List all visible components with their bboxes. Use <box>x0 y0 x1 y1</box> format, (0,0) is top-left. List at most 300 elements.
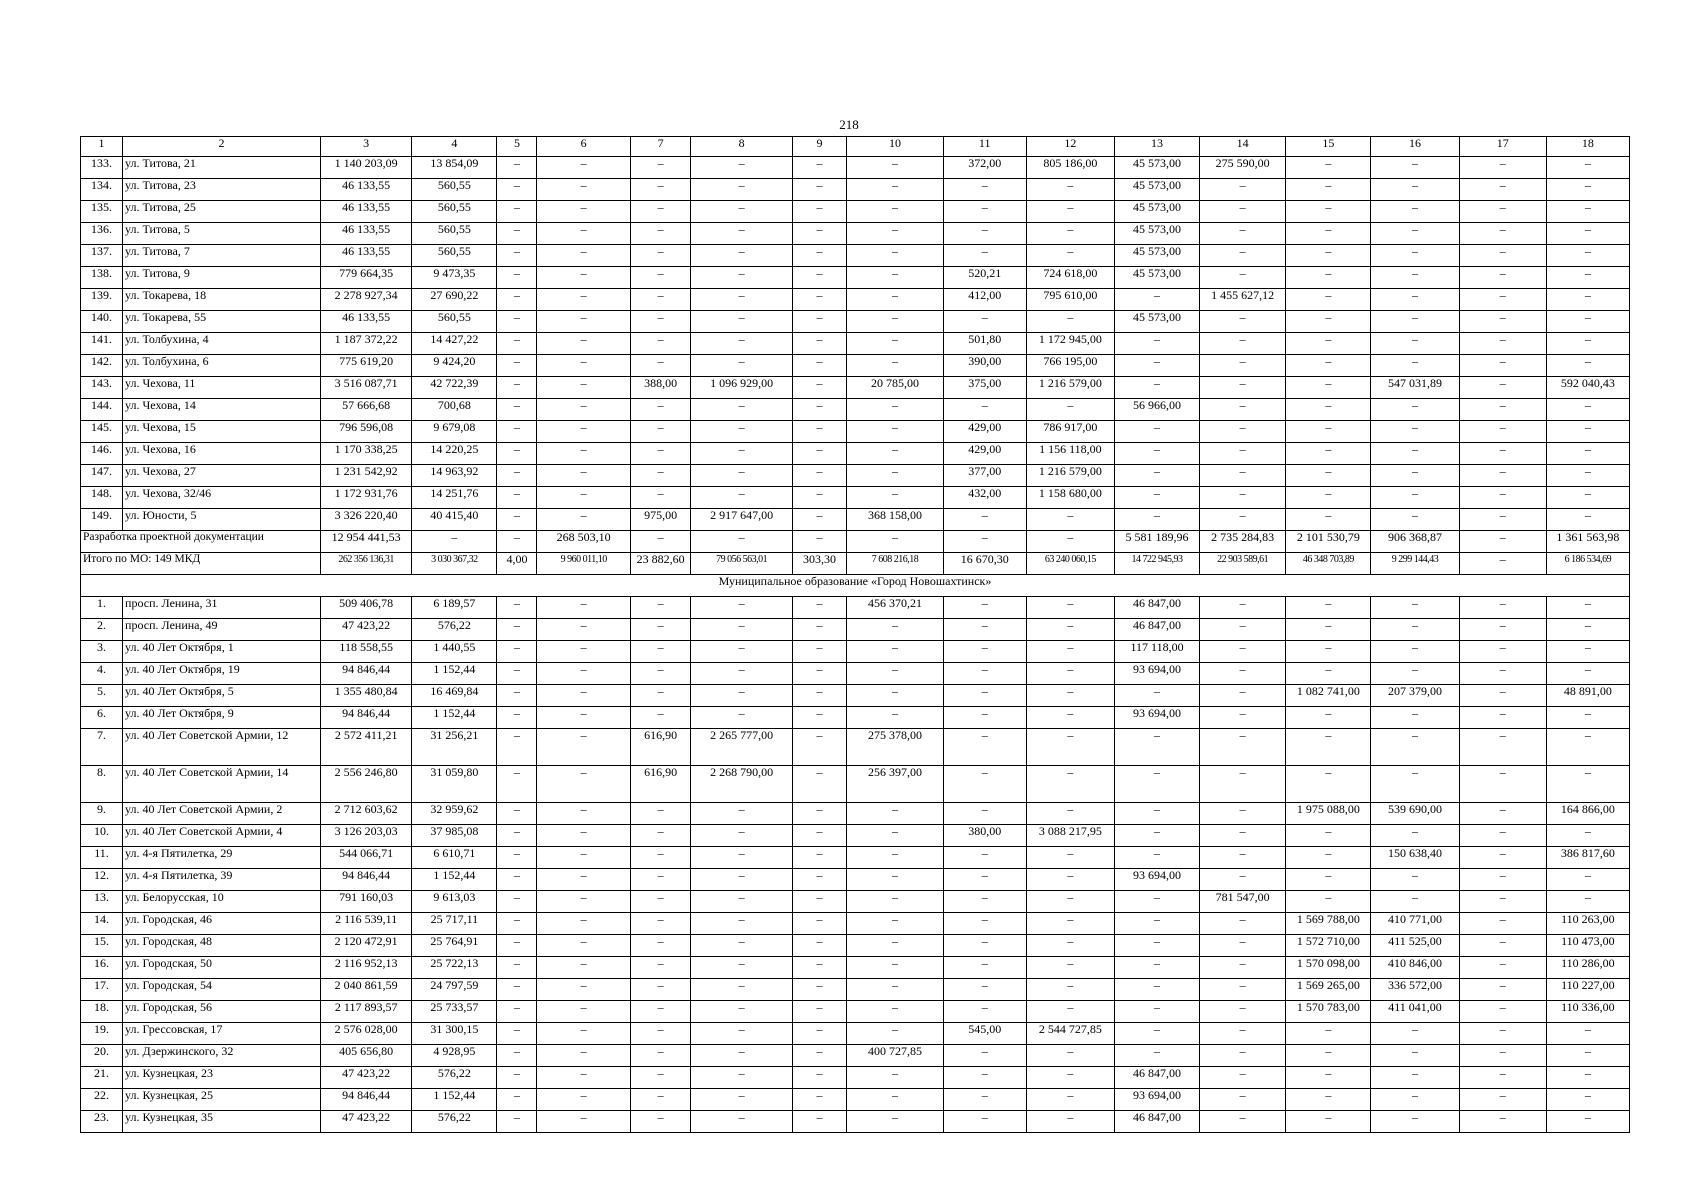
value-cell: 2 116 539,11 <box>321 913 412 935</box>
address-cell: ул. Чехова, 32/46 <box>123 487 321 509</box>
value-cell: – <box>1459 267 1546 289</box>
value-cell: – <box>1200 399 1286 421</box>
value-cell: – <box>1286 597 1371 619</box>
address-cell: ул. Чехова, 14 <box>123 399 321 421</box>
value-cell: – <box>630 1067 691 1089</box>
value-cell: 400 727,85 <box>847 1045 943 1067</box>
value-cell: – <box>691 179 793 201</box>
value-cell: – <box>1200 766 1286 803</box>
value-cell: – <box>691 443 793 465</box>
value-cell: – <box>792 531 846 553</box>
value-cell: 336 572,00 <box>1371 979 1459 1001</box>
row-number-cell: 6. <box>81 707 123 729</box>
value-cell: 781 547,00 <box>1200 891 1286 913</box>
value-cell: – <box>537 157 630 179</box>
value-cell: – <box>943 707 1026 729</box>
value-cell: 46 847,00 <box>1114 1067 1199 1089</box>
value-cell: – <box>1026 179 1114 201</box>
row-number-cell: 14. <box>81 913 123 935</box>
value-cell: – <box>497 289 537 311</box>
value-cell: – <box>497 707 537 729</box>
value-cell: – <box>1546 443 1629 465</box>
row-number-cell: 149. <box>81 509 123 531</box>
value-cell: – <box>1286 223 1371 245</box>
column-number-cell: 11 <box>943 137 1026 157</box>
value-cell: – <box>1286 311 1371 333</box>
value-cell: 13 854,09 <box>412 157 497 179</box>
value-cell: – <box>497 267 537 289</box>
value-cell: 6 610,71 <box>412 847 497 869</box>
value-cell: – <box>1200 979 1286 1001</box>
value-cell: 592 040,43 <box>1546 377 1629 399</box>
value-cell: 1 355 480,84 <box>321 685 412 707</box>
value-cell: 14 220,25 <box>412 443 497 465</box>
value-cell: 2 572 411,21 <box>321 729 412 766</box>
value-cell: – <box>1200 803 1286 825</box>
value-cell: 547 031,89 <box>1371 377 1459 399</box>
value-cell: – <box>1371 245 1459 267</box>
value-cell: – <box>1371 355 1459 377</box>
address-cell: ул. Городская, 46 <box>123 913 321 935</box>
value-cell: – <box>630 707 691 729</box>
value-cell: – <box>792 223 846 245</box>
value-cell: 14 963,92 <box>412 465 497 487</box>
value-cell: 16 469,84 <box>412 685 497 707</box>
value-cell: 42 722,39 <box>412 377 497 399</box>
address-cell: ул. Юности, 5 <box>123 509 321 531</box>
value-cell: – <box>1026 1111 1114 1133</box>
value-cell: 2 117 893,57 <box>321 1001 412 1023</box>
value-cell: 94 846,44 <box>321 869 412 891</box>
table-row <box>81 1023 1630 1045</box>
address-cell: ул. 40 Лет Советской Армии, 4 <box>123 825 321 847</box>
value-cell: – <box>1200 421 1286 443</box>
value-cell: 25 722,13 <box>412 957 497 979</box>
table-row <box>81 707 1630 729</box>
value-cell: 1 975 088,00 <box>1286 803 1371 825</box>
value-cell: – <box>847 245 943 267</box>
value-cell: – <box>943 1067 1026 1089</box>
column-number-cell: 6 <box>537 137 630 157</box>
value-cell: – <box>691 201 793 223</box>
value-cell: – <box>1371 267 1459 289</box>
value-cell: 805 186,00 <box>1026 157 1114 179</box>
value-cell: – <box>1026 509 1114 531</box>
value-cell: – <box>630 201 691 223</box>
table-row <box>81 179 1630 201</box>
value-cell: – <box>691 935 793 957</box>
row-number-cell: 135. <box>81 201 123 223</box>
value-cell: – <box>1371 1111 1459 1133</box>
value-cell: 2 544 727,85 <box>1026 1023 1114 1045</box>
value-cell: – <box>497 201 537 223</box>
value-cell: – <box>630 487 691 509</box>
table-row <box>81 355 1630 377</box>
value-cell: 5 581 189,96 <box>1114 531 1199 553</box>
value-cell: 539 690,00 <box>1371 803 1459 825</box>
value-cell: – <box>1546 399 1629 421</box>
value-cell: 32 959,62 <box>412 803 497 825</box>
value-cell: 377,00 <box>943 465 1026 487</box>
address-cell: ул. Титова, 25 <box>123 201 321 223</box>
value-cell: 2 278 927,34 <box>321 289 412 311</box>
design-docs-row <box>81 531 1630 553</box>
value-cell: – <box>1114 913 1199 935</box>
value-cell: – <box>1200 707 1286 729</box>
value-cell: – <box>1371 825 1459 847</box>
value-cell: – <box>943 1045 1026 1067</box>
value-cell: – <box>1459 157 1546 179</box>
address-cell: просп. Ленина, 49 <box>123 619 321 641</box>
value-cell: – <box>691 355 793 377</box>
value-cell: – <box>497 847 537 869</box>
value-cell: – <box>1459 1067 1546 1089</box>
value-cell: – <box>1546 487 1629 509</box>
value-cell: – <box>847 663 943 685</box>
value-cell: 1 440,55 <box>412 641 497 663</box>
value-cell: – <box>1200 1111 1286 1133</box>
address-cell: ул. 40 Лет Советской Армии, 14 <box>123 766 321 803</box>
table-row <box>81 1067 1630 1089</box>
value-cell: – <box>1200 443 1286 465</box>
value-cell: 23 882,60 <box>630 553 691 575</box>
column-number-cell: 1 <box>81 137 123 157</box>
row-number-cell: 11. <box>81 847 123 869</box>
value-cell: – <box>1459 465 1546 487</box>
value-cell: 110 473,00 <box>1546 935 1629 957</box>
value-cell: 2 040 861,59 <box>321 979 412 1001</box>
value-cell: – <box>1371 311 1459 333</box>
value-cell: – <box>1546 311 1629 333</box>
row-number-cell: 1. <box>81 597 123 619</box>
value-cell: – <box>1286 1111 1371 1133</box>
address-cell: ул. Толбухина, 4 <box>123 333 321 355</box>
value-cell: – <box>847 707 943 729</box>
value-cell: – <box>537 443 630 465</box>
value-cell: 45 573,00 <box>1114 157 1199 179</box>
value-cell: – <box>537 201 630 223</box>
value-cell: – <box>630 641 691 663</box>
value-cell: – <box>497 685 537 707</box>
value-cell: 110 336,00 <box>1546 1001 1629 1023</box>
column-number-cell: 15 <box>1286 137 1371 157</box>
value-cell: – <box>1200 311 1286 333</box>
value-cell: – <box>1026 1067 1114 1089</box>
value-cell: – <box>792 685 846 707</box>
value-cell: – <box>792 935 846 957</box>
value-cell: – <box>497 1001 537 1023</box>
value-cell: 2 712 603,62 <box>321 803 412 825</box>
value-cell: – <box>1114 289 1199 311</box>
address-cell: просп. Ленина, 31 <box>123 597 321 619</box>
value-cell: – <box>1371 1023 1459 1045</box>
value-cell: – <box>1371 663 1459 685</box>
value-cell: – <box>847 1111 943 1133</box>
value-cell: – <box>1286 891 1371 913</box>
address-cell: ул. Титова, 7 <box>123 245 321 267</box>
value-cell: 9 960 011,10 <box>537 553 630 575</box>
value-cell: – <box>943 311 1026 333</box>
value-cell: – <box>1546 421 1629 443</box>
value-cell: – <box>1459 333 1546 355</box>
value-cell: – <box>792 847 846 869</box>
value-cell: – <box>1114 509 1199 531</box>
value-cell: – <box>1200 685 1286 707</box>
value-cell: – <box>537 1001 630 1023</box>
column-number-cell: 17 <box>1459 137 1546 157</box>
value-cell: – <box>691 267 793 289</box>
table-row <box>81 685 1630 707</box>
value-cell: – <box>1114 803 1199 825</box>
value-cell: 45 573,00 <box>1114 311 1199 333</box>
value-cell: 386 817,60 <box>1546 847 1629 869</box>
value-cell: – <box>497 487 537 509</box>
value-cell: 46 847,00 <box>1114 1111 1199 1133</box>
value-cell: – <box>691 1023 793 1045</box>
value-cell: – <box>497 825 537 847</box>
table-row <box>81 803 1630 825</box>
value-cell: – <box>537 333 630 355</box>
value-cell: 93 694,00 <box>1114 1089 1199 1111</box>
table-row <box>81 399 1630 421</box>
value-cell: – <box>1114 957 1199 979</box>
value-cell: – <box>1026 1001 1114 1023</box>
value-cell: – <box>630 223 691 245</box>
value-cell: – <box>792 267 846 289</box>
value-cell: – <box>847 465 943 487</box>
value-cell: – <box>497 957 537 979</box>
value-cell: 22 903 589,61 <box>1200 553 1286 575</box>
value-cell: – <box>847 641 943 663</box>
value-cell: – <box>792 157 846 179</box>
column-number-cell: 16 <box>1371 137 1459 157</box>
address-cell: ул. Чехова, 11 <box>123 377 321 399</box>
row-number-cell: 142. <box>81 355 123 377</box>
value-cell: – <box>630 531 691 553</box>
column-number-cell: 2 <box>123 137 321 157</box>
value-cell: – <box>1371 179 1459 201</box>
design-docs-label: Разработка проектной документации <box>81 531 321 553</box>
value-cell: – <box>691 957 793 979</box>
row-number-cell: 139. <box>81 289 123 311</box>
value-cell: – <box>1026 957 1114 979</box>
value-cell: 47 423,22 <box>321 1111 412 1133</box>
value-cell: – <box>630 825 691 847</box>
value-cell: 1 152,44 <box>412 707 497 729</box>
value-cell: – <box>537 847 630 869</box>
address-cell: ул. 40 Лет Советской Армии, 2 <box>123 803 321 825</box>
value-cell: – <box>691 1089 793 1111</box>
value-cell: – <box>630 421 691 443</box>
value-cell: – <box>630 465 691 487</box>
value-cell: 24 797,59 <box>412 979 497 1001</box>
value-cell: – <box>847 201 943 223</box>
value-cell: – <box>497 179 537 201</box>
value-cell: 6 186 534,69 <box>1546 553 1629 575</box>
value-cell: 16 670,30 <box>943 553 1026 575</box>
value-cell: – <box>1371 223 1459 245</box>
column-number-cell: 4 <box>412 137 497 157</box>
value-cell: – <box>537 869 630 891</box>
value-cell: 501,80 <box>943 333 1026 355</box>
value-cell: – <box>1459 869 1546 891</box>
value-cell: – <box>691 1045 793 1067</box>
value-cell: – <box>691 597 793 619</box>
value-cell: 93 694,00 <box>1114 869 1199 891</box>
value-cell: – <box>792 597 846 619</box>
value-cell: – <box>1459 311 1546 333</box>
value-cell: – <box>412 531 497 553</box>
value-cell: – <box>792 1111 846 1133</box>
value-cell: – <box>630 399 691 421</box>
value-cell: 1 216 579,00 <box>1026 377 1114 399</box>
value-cell: – <box>1371 707 1459 729</box>
value-cell: 509 406,78 <box>321 597 412 619</box>
value-cell: 3 088 217,95 <box>1026 825 1114 847</box>
value-cell: – <box>1026 531 1114 553</box>
value-cell: – <box>1200 619 1286 641</box>
value-cell: – <box>847 531 943 553</box>
value-cell: – <box>497 355 537 377</box>
value-cell: – <box>792 201 846 223</box>
value-cell: – <box>1026 847 1114 869</box>
row-number-cell: 140. <box>81 311 123 333</box>
value-cell: – <box>1026 619 1114 641</box>
value-cell: 1 172 945,00 <box>1026 333 1114 355</box>
value-cell: – <box>691 979 793 1001</box>
value-cell: – <box>792 1089 846 1111</box>
row-number-cell: 136. <box>81 223 123 245</box>
row-number-cell: 3. <box>81 641 123 663</box>
value-cell: – <box>1114 847 1199 869</box>
value-cell: 1 570 098,00 <box>1286 957 1371 979</box>
value-cell: 63 240 060,15 <box>1026 553 1114 575</box>
value-cell: – <box>1286 355 1371 377</box>
value-cell: – <box>847 935 943 957</box>
value-cell: – <box>537 1067 630 1089</box>
table-row <box>81 289 1630 311</box>
value-cell: – <box>537 913 630 935</box>
value-cell: – <box>537 267 630 289</box>
value-cell: – <box>497 333 537 355</box>
value-cell: – <box>691 803 793 825</box>
value-cell: – <box>691 825 793 847</box>
value-cell: – <box>691 465 793 487</box>
value-cell: – <box>630 179 691 201</box>
value-cell: – <box>537 487 630 509</box>
value-cell: – <box>792 891 846 913</box>
value-cell: 1 158 680,00 <box>1026 487 1114 509</box>
value-cell: 412,00 <box>943 289 1026 311</box>
value-cell: – <box>847 825 943 847</box>
value-cell: – <box>1546 891 1629 913</box>
row-number-cell: 2. <box>81 619 123 641</box>
value-cell: 1 231 542,92 <box>321 465 412 487</box>
value-cell: – <box>792 311 846 333</box>
value-cell: – <box>943 663 1026 685</box>
value-cell: 411 041,00 <box>1371 1001 1459 1023</box>
value-cell: – <box>1026 803 1114 825</box>
value-cell: – <box>1200 1001 1286 1023</box>
value-cell: 796 596,08 <box>321 421 412 443</box>
value-cell: – <box>630 333 691 355</box>
value-cell: – <box>943 1001 1026 1023</box>
value-cell: 9 613,03 <box>412 891 497 913</box>
value-cell: – <box>1459 531 1546 553</box>
value-cell: – <box>1114 1023 1199 1045</box>
row-number-cell: 148. <box>81 487 123 509</box>
value-cell: – <box>1200 377 1286 399</box>
value-cell: – <box>1459 979 1546 1001</box>
value-cell: 25 764,91 <box>412 935 497 957</box>
row-number-cell: 15. <box>81 935 123 957</box>
value-cell: – <box>943 869 1026 891</box>
value-cell: – <box>1286 729 1371 766</box>
value-cell: – <box>1114 935 1199 957</box>
value-cell: 700,68 <box>412 399 497 421</box>
value-cell: – <box>1286 333 1371 355</box>
value-cell: 3 516 087,71 <box>321 377 412 399</box>
value-cell: – <box>1114 333 1199 355</box>
value-cell: – <box>1200 487 1286 509</box>
value-cell: – <box>1459 663 1546 685</box>
value-cell: – <box>1286 399 1371 421</box>
row-number-cell: 147. <box>81 465 123 487</box>
value-cell: – <box>1459 509 1546 531</box>
value-cell: 405 656,80 <box>321 1045 412 1067</box>
value-cell: – <box>1459 377 1546 399</box>
value-cell: – <box>1026 201 1114 223</box>
value-cell: 1 152,44 <box>412 869 497 891</box>
value-cell: – <box>1546 766 1629 803</box>
value-cell: – <box>691 421 793 443</box>
value-cell: 4,00 <box>497 553 537 575</box>
value-cell: – <box>630 663 691 685</box>
value-cell: 410 771,00 <box>1371 913 1459 935</box>
address-cell: ул. 40 Лет Октября, 5 <box>123 685 321 707</box>
value-cell: 724 618,00 <box>1026 267 1114 289</box>
value-cell: – <box>1371 641 1459 663</box>
value-cell: – <box>537 399 630 421</box>
value-cell: – <box>1459 289 1546 311</box>
value-cell: – <box>497 663 537 685</box>
value-cell: – <box>792 509 846 531</box>
value-cell: – <box>1286 201 1371 223</box>
value-cell: – <box>943 619 1026 641</box>
value-cell: – <box>1546 825 1629 847</box>
value-cell: – <box>1200 179 1286 201</box>
value-cell: – <box>1114 1045 1199 1067</box>
value-cell: – <box>792 641 846 663</box>
value-cell: – <box>630 935 691 957</box>
value-cell: – <box>1286 267 1371 289</box>
table-row <box>81 333 1630 355</box>
value-cell: – <box>1286 1067 1371 1089</box>
value-cell: – <box>691 487 793 509</box>
table-row <box>81 267 1630 289</box>
value-cell: – <box>630 1045 691 1067</box>
value-cell: – <box>943 1089 1026 1111</box>
value-cell: – <box>497 597 537 619</box>
value-cell: 57 666,68 <box>321 399 412 421</box>
value-cell: – <box>537 223 630 245</box>
value-cell: – <box>1546 289 1629 311</box>
value-cell: – <box>1459 355 1546 377</box>
value-cell: – <box>1200 663 1286 685</box>
value-cell: – <box>1114 685 1199 707</box>
value-cell: – <box>792 465 846 487</box>
value-cell: – <box>1371 399 1459 421</box>
